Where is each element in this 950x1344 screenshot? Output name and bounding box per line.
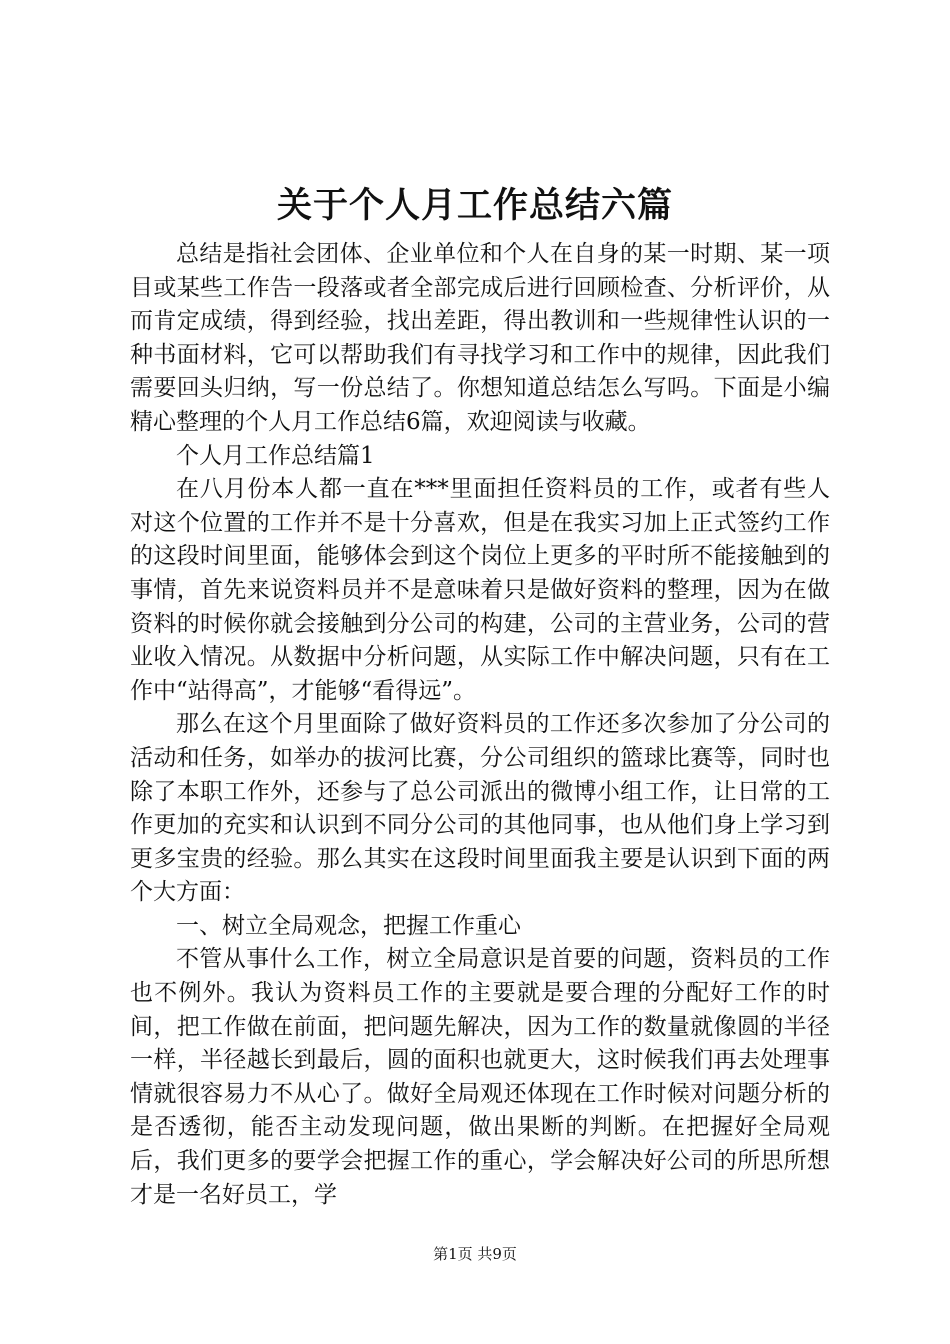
section-heading: 个人月工作总结篇1 <box>176 442 375 469</box>
document-title: 关于个人月工作总结六篇 <box>276 185 673 226</box>
intro-paragraph: 总结是指社会团体、企业单位和个人在自身的某一时期、某一项目或某些工作告一段落或者全部完成后进行回顾检查、分析评价，从而肯定成绩，得到经验，找出差距，得出教训和一些规律性认识的一种书面材料，它可以帮助我们有寻找学习和工作中的规律，因此我们需要回头归纳，写一份总结了。你想知道总结怎么写吗。下面是小编精心整理的个人月工作总结6篇，欢迎阅读与收藏。 <box>130 241 830 435</box>
body-paragraph: 那么在这个月里面除了做好资料员的工作还多次参加了分公司的活动和任务，如举办的拔河比赛，分公司组织的篮球比赛等，同时也除了本职工作外，还参与了总公司派出的微博小组工作，让日常的工作更加的充实和认识到不同分公司的其他同事，也从他们身上学习到更多宝贵的经验。那么其实在这段时间里面我主要是认识到下面的两个大方面： <box>130 711 830 906</box>
body-paragraph: 不管从事什么工作，树立全局意识是首要的问题，资料员的工作也不例外。我认为资料员工作的主要就是要合理的分配好工作的时间，把工作做在前面，把问题先解决，因为工作的数量就像圆的半径一样，半径越长到最后，圆的面积也就更大，这时候我们再去处理事情就很容易力不从心了。做好全局观还体现在工作时候对问题分析的是否透彻，能否主动发现问题，做出果断的判断。在把握好全局观后，我们更多的要学会把握工作的重心，学会解决好公司的所思所想才是一名好员工，学 <box>130 946 830 1208</box>
document-body <box>130 238 830 1212</box>
page-footer: 第1页 共9页 <box>433 1245 517 1263</box>
body-paragraph: 在八月份本人都一直在***里面担任资料员的工作，或者有些人对这个位置的工作并不是十分喜欢，但是在我实习加上正式签约工作的这段时间里面，能够体会到这个岗位上更多的平时所不能接触到的事情，首先来说资料员并不是意味着只是做好资料的整理，因为在做资料的时候你就会接触到分公司的构建，公司的主营业务，公司的营业收入情况。从数据中分析问题，从实际工作中解决问题，只有在工作中“站得高”，才能够“看得远”。 <box>130 476 830 704</box>
subsection-heading: 一、树立全局观念，把握工作重心 <box>176 912 521 939</box>
